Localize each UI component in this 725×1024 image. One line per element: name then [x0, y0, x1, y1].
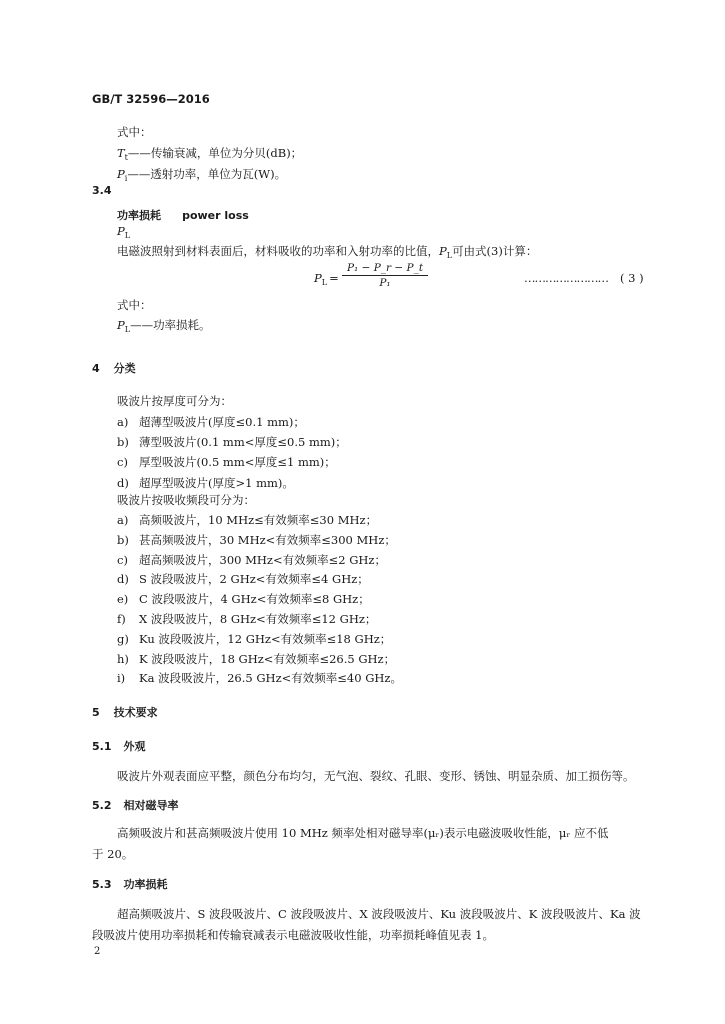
list-item-text: 甚高频吸波片，30 MHz<有效频率≤300 MHz；	[139, 532, 396, 547]
var-symbol: P	[117, 167, 125, 181]
list-item-text: Ku 波段吸波片，12 GHz<有效频率≤18 GHz；	[139, 631, 392, 646]
list-item-label: c)	[117, 552, 128, 567]
appearance-text: 吸波片外观表面应平整，颜色分布均匀，无气泡、裂纹、孔眼、变形、锈蚀、明显杂质、加工损伤等。	[117, 769, 635, 783]
page-number: 2	[94, 946, 101, 957]
list-item-label: d)	[117, 572, 129, 587]
variable-def-pi	[117, 166, 286, 182]
var-subscript: t	[124, 153, 128, 162]
list-item	[117, 552, 386, 568]
clause-heading-5-1: 5.1 外观	[92, 740, 146, 753]
thickness-intro: 吸波片按厚度可分为：	[117, 394, 232, 408]
formula-number: ( 3 )	[620, 271, 644, 285]
var-text: ——传输衰减，单位为分贝(dB)；	[127, 146, 303, 160]
term-cn: 功率损耗	[117, 209, 161, 222]
list-item	[117, 454, 336, 470]
list-item	[117, 475, 294, 491]
list-item	[117, 434, 347, 450]
variable-def-pl: $P_L——$功率损耗。	[117, 318, 211, 334]
term-en: power loss	[182, 209, 249, 222]
list-item	[117, 591, 370, 607]
list-item-text: 厚型吸波片(0.5 mm<厚度≤1 mm)；	[139, 455, 336, 470]
term-definition: 电磁波照射到材料表面后，材料吸收的功率和入射功率的比值，$P_L$可由式(3)计算：	[117, 244, 538, 260]
variable-def-tt	[117, 145, 302, 161]
list-item-text: X 波段吸波片，8 GHz<有效频率≤12 GHz；	[139, 612, 377, 626]
list-item-label: e)	[117, 592, 129, 607]
permeability-text-line2: 于 20。	[92, 847, 134, 861]
list-item	[117, 571, 369, 587]
list-item-text: 薄型吸波片(0.1 mm<厚度≤0.5 mm)；	[139, 435, 347, 450]
list-item	[117, 414, 305, 430]
list-item-text: 超高频吸波片，300 MHz<有效频率≤2 GHz；	[139, 552, 386, 567]
list-item-text: 超厚型吸波片(厚度>1 mm)。	[139, 475, 294, 490]
list-item-text: Ka 波段吸波片，26.5 GHz<有效频率≤40 GHz。	[139, 671, 402, 686]
var-text: ——透射功率，单位为瓦(W)。	[127, 167, 287, 181]
formula-leader: ……………………	[524, 271, 608, 285]
section-heading-4: 4 分类	[92, 362, 136, 375]
formula-lhs: $P_L$ =	[314, 271, 339, 287]
permeability-text-line1: 高频吸波片和甚高频吸波片使用 10 MHz 频率处相对磁导率(μᵣ)表示电磁波吸收性能，μᵣ 应不低	[117, 826, 609, 840]
list-item	[117, 611, 376, 627]
list-item-label: a)	[117, 513, 129, 527]
list-item-text: 超薄型吸波片(厚度≤0.1 mm)；	[139, 415, 305, 429]
list-item-label: b)	[117, 435, 129, 450]
formula-fraction	[342, 262, 428, 289]
section-heading-5: 5 技术要求	[92, 706, 158, 719]
list-item-text: K 波段吸波片，18 GHz<有效频率≤26.5 GHz；	[139, 651, 396, 666]
list-item-label: f)	[117, 612, 126, 626]
list-item-label: b)	[117, 532, 129, 547]
formula-numerator: P₁ − P_r − P_t	[342, 262, 428, 276]
list-item-label: h)	[117, 651, 129, 666]
formula-denominator: P₁	[379, 277, 391, 289]
list-item-text: S 波段吸波片，2 GHz<有效频率≤4 GHz；	[139, 572, 369, 587]
var-symbol: T	[117, 146, 125, 160]
term-symbol: $P_L$	[117, 224, 131, 240]
var-subscript: i	[124, 174, 128, 183]
list-item-label: c)	[117, 455, 128, 470]
clause-heading-5-2: 5.2 相对磁导率	[92, 799, 179, 812]
power-loss-text-line2: 段吸波片使用功率损耗和传输衰减表示电磁波吸收性能，功率损耗峰值见表 1。	[92, 928, 494, 942]
list-item	[117, 631, 391, 647]
list-item-label: i)	[117, 671, 126, 686]
list-item	[117, 670, 402, 686]
list-item	[117, 651, 395, 667]
list-item	[117, 532, 396, 548]
standard-code: GB/T 32596—2016	[92, 92, 210, 106]
band-intro: 吸波片按吸收频段可分为：	[117, 493, 255, 507]
term-heading	[117, 204, 249, 223]
list-item-text: C 波段吸波片，4 GHz<有效频率≤8 GHz；	[139, 592, 370, 607]
where-label-34: 式中：	[117, 298, 152, 312]
clause-heading-5-3: 5.3 功率损耗	[92, 878, 168, 891]
power-loss-text-line1: 超高频吸波片、S 波段吸波片、C 波段吸波片、X 波段吸波片、Ku 波段吸波片、K 波段吸波片、Ka 波	[117, 907, 641, 921]
list-item-label: g)	[117, 631, 129, 646]
list-item	[117, 512, 377, 528]
list-item-label: d)	[117, 475, 129, 490]
list-item-text: 高频吸波片，10 MHz≤有效频率≤30 MHz；	[139, 513, 378, 527]
where-label-33: 式中：	[117, 125, 152, 139]
clause-number-3-4: 3.4	[92, 184, 112, 197]
list-item-label: a)	[117, 415, 129, 429]
